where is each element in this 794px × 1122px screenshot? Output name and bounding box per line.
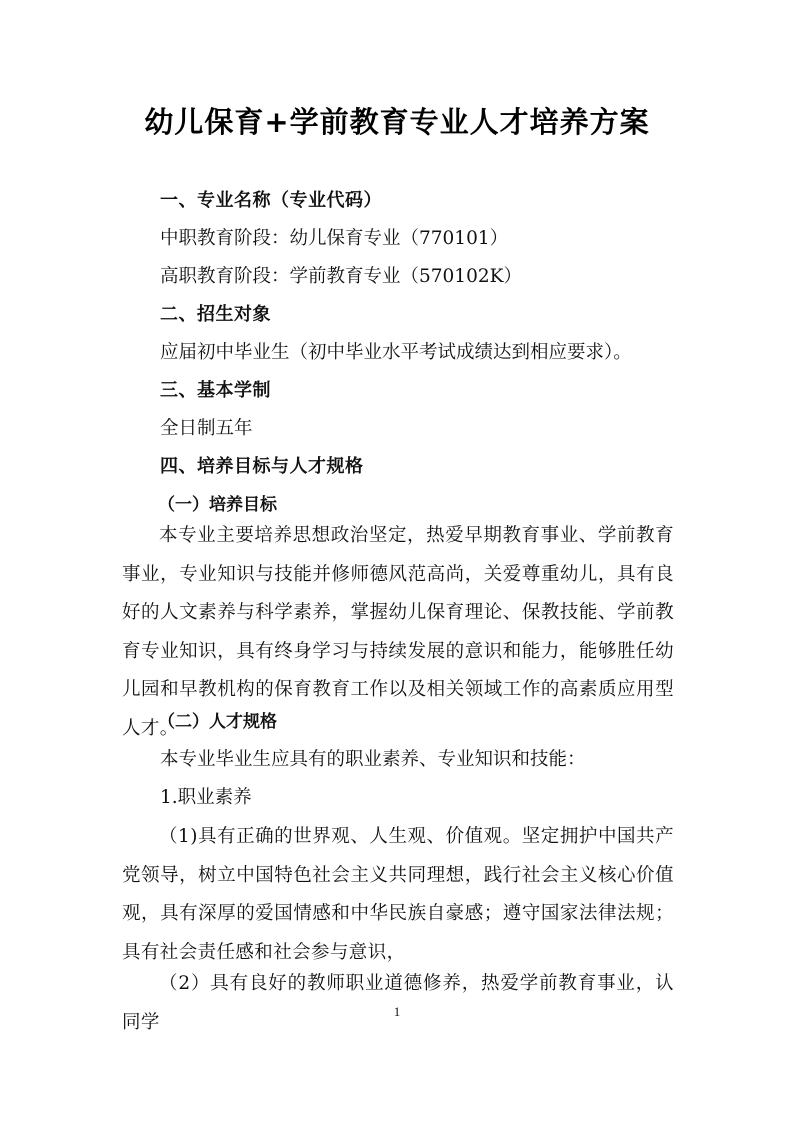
section-heading-schooling: 三、基本学制	[160, 380, 271, 401]
subsection-heading-specs: （二）人才规格	[158, 712, 277, 732]
secondary-stage-text: 中职教育阶段：幼儿保育专业（770101）	[160, 228, 509, 249]
quality-paragraph-2: （2）具有良好的教师职业道德修养，热爱学前教育事业，认同学	[122, 973, 674, 1033]
quality-paragraph-1: （1)具有正确的世界观、人生观、价值观。坚定拥护中国共产党领导，树立中国特色社会主义共同理想，践行社会主义核心价值观，具有深厚的爱国情感和中华民族自豪感；遵守国家法律法规；具有社会责任感和社会参与意识，	[122, 826, 674, 963]
enrollment-text: 应届初中毕业生（初中毕业水平考试成绩达到相应要求）。	[160, 342, 632, 363]
section-heading-major-name: 一、专业名称（专业代码）	[160, 190, 382, 211]
higher-stage-text: 高职教育阶段：学前教育专业（570102K）	[160, 266, 522, 287]
page-number: 1	[393, 1004, 401, 1019]
document-title: 幼儿保育+学前教育专业人才培养方案	[144, 105, 650, 139]
subsection-heading-goals: （一）培养目标	[158, 495, 277, 515]
specs-intro-text: 本专业毕业生应具有的职业素养、专业知识和技能：	[160, 749, 586, 770]
goals-paragraph: 本专业主要培养思想政治坚定，热爱早期教育事业、学前教育事业，专业知识与技能并修师德风范高尚，关爱尊重幼儿，具有良好的人文素养与科学素养，掌握幼儿保育理论、保教技能、学前教育专业知识，具有终身学习与持续发展的意识和能力，能够胜任幼儿园和早教机构的保育教育工作以及相关领域工作的高素质应用型人才。	[122, 525, 674, 739]
section-heading-enrollment: 二、招生对象	[160, 304, 271, 325]
item-professional-quality: 1.职业素养	[160, 787, 252, 808]
schooling-text: 全日制五年	[160, 418, 253, 439]
section-heading-goals: 四、培养目标与人才规格	[160, 456, 364, 477]
